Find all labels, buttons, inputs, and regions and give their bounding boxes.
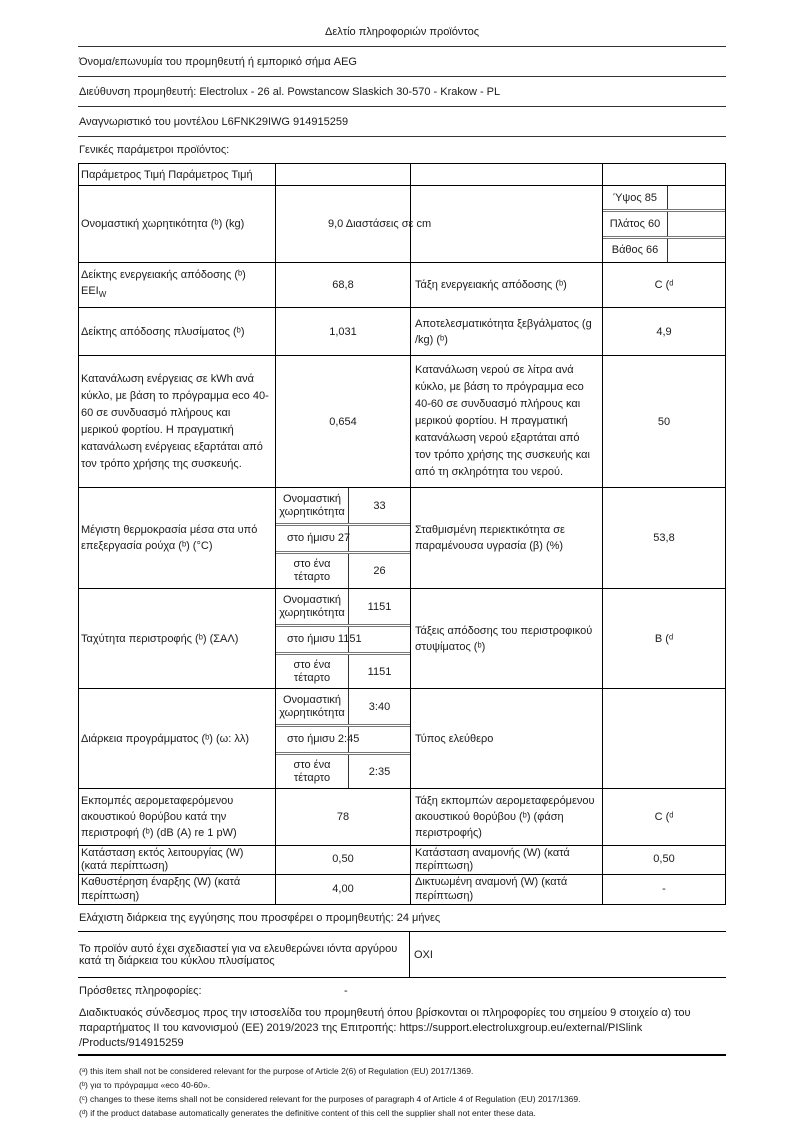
empty-cell bbox=[411, 164, 603, 185]
parameters-table bbox=[78, 163, 726, 905]
empty-cell bbox=[668, 186, 725, 209]
dimension-row-depth bbox=[603, 239, 725, 262]
footnote-divider bbox=[78, 1054, 726, 1056]
programme-duration-row bbox=[79, 689, 725, 789]
subrow-value: 33 bbox=[373, 499, 386, 512]
footnotes bbox=[78, 1065, 726, 1120]
footnote-a: (ᵃ) this item shall not be considered relevant for the purpose of Article 2(6) of Regulation (EU) 2017/1369. bbox=[79, 1066, 474, 1076]
subrow-quarter-load bbox=[276, 655, 410, 688]
noise-class-label: Τάξη εκπομπών αερομεταφερόμενου ακουστικού θορύβου (ᵇ) (φάση περιστροφής) bbox=[411, 789, 603, 845]
spin-speed-row bbox=[79, 589, 725, 689]
washing-index-label: Δείκτης απόδοσης πλυσίματος (ᵇ) bbox=[79, 308, 276, 355]
subrow-label: στο ήμισυ 27 bbox=[276, 526, 349, 551]
subrow-rated-capacity bbox=[276, 689, 410, 727]
networked-standby-label: Δικτυωμένη αναμονή (W) (κατά περίπτωση) bbox=[411, 875, 603, 904]
noise-emission-label: Εκπομπές αερομεταφερόμενου ακουστικού θορύβου κατά την περιστροφή (ᵇ) (dB (A) re 1 pW) bbox=[79, 789, 276, 845]
noise-row bbox=[79, 789, 725, 846]
washing-index-row bbox=[79, 308, 725, 356]
subrow-label: στο ένα τέταρτο bbox=[276, 755, 349, 788]
residual-humidity-value: 53,8 bbox=[653, 532, 675, 544]
subrow-label: Ονομαστική χωρητικότητα bbox=[276, 589, 349, 624]
subrow-value: 3:40 bbox=[368, 700, 391, 713]
eei-label-line1: Δείκτης ενεργειακής απόδοσης (ᵇ) bbox=[81, 269, 246, 281]
water-consumption-value: 50 bbox=[657, 415, 671, 428]
max-temperature-row bbox=[79, 488, 725, 589]
subrow-label: στο ήμισυ 1151 bbox=[276, 627, 349, 652]
standby-value: 0,50 bbox=[653, 853, 675, 866]
subrow-rated-capacity bbox=[276, 589, 410, 627]
subrow-value: 1151 bbox=[367, 600, 392, 613]
noise-emission-value: 78 bbox=[276, 789, 411, 845]
width-label: Πλάτος 60 bbox=[603, 212, 668, 235]
temperature-subtable bbox=[276, 488, 411, 588]
type-label: Τύπος ελεύθερο bbox=[411, 689, 603, 788]
subrow-value: 26 bbox=[373, 565, 386, 577]
warranty-text: Ελάχιστη διάρκεια της εγγύησης που προσφέρει ο προμηθευτής: 24 μήνες bbox=[79, 912, 441, 924]
supplier-address-text: Διεύθυνση προμηθευτή: Electrolux - 26 al. Powstancow Slaskich 30-570 - Krakow - PL bbox=[79, 85, 501, 98]
empty-cell bbox=[276, 164, 411, 185]
washing-index-value: 1,031 bbox=[276, 308, 411, 355]
subrow-half-load bbox=[276, 526, 410, 554]
empty-cell bbox=[411, 186, 603, 262]
rinse-effectiveness-label: Αποτελεσματικότητα ξεβγάλματος (g /kg) (ᵇ) bbox=[411, 308, 603, 355]
footnote-c: (ᶜ) changes to these items shall not be considered relevant for the purposes of paragraph 4 of Article 4 of Regulation (EU) 2017/1369. bbox=[79, 1094, 581, 1104]
height-label: Ύψος 85 bbox=[603, 186, 668, 209]
empty-cell bbox=[668, 239, 725, 262]
subrow-value: 2:35 bbox=[368, 765, 391, 778]
noise-class-value: C (ᵈ bbox=[654, 811, 674, 823]
consumption-row bbox=[79, 356, 725, 488]
eei-label-cell bbox=[79, 263, 276, 307]
subrow-label: στο ήμισυ 2:45 bbox=[276, 727, 349, 752]
spin-class-value: B (ᵈ bbox=[654, 632, 674, 645]
silver-ion-label: Το προϊόν αυτό έχει σχεδιαστεί για να ελευθερώνει ιόντα αργύρου κατά τη διάρκεια του κύκλου πλυσίματος bbox=[78, 932, 410, 977]
additional-info-label: Πρόσθετες πληροφορίες: bbox=[79, 985, 202, 997]
subrow-value bbox=[349, 526, 410, 551]
footnote-d: (ᵈ) if the product database automatically generates the definitive content of this cell the supplier shall not enter these data. bbox=[79, 1108, 536, 1118]
duration-subtable bbox=[276, 689, 411, 788]
off-mode-label: Κατάσταση εκτός λειτουργίας (W) (κατά περίπτωση) bbox=[79, 846, 276, 874]
dimension-row-height bbox=[603, 186, 725, 212]
subrow-label: στο ένα τέταρτο bbox=[276, 554, 349, 588]
standby-label: Κατάσταση αναμονής (W) (κατά περίπτωση) bbox=[411, 846, 603, 874]
energy-consumption-value: 0,654 bbox=[276, 356, 411, 487]
sheet-content bbox=[78, 22, 726, 1121]
table-header-row bbox=[79, 164, 725, 186]
additional-info-row bbox=[78, 978, 726, 1004]
delay-start-row bbox=[79, 875, 725, 904]
subrow-value bbox=[349, 627, 410, 652]
subrow-label: Ονομαστική χωρητικότητα bbox=[276, 488, 349, 523]
supplier-address-row bbox=[78, 77, 726, 107]
spin-class-label: Τάξεις απόδοσης του περιστροφικού στυψίματος (ᵇ) bbox=[411, 589, 603, 688]
silver-ion-value: ΟΧΙ bbox=[414, 948, 433, 961]
capacity-dimensions-row bbox=[79, 186, 725, 263]
subrow-half-load bbox=[276, 627, 410, 655]
empty-cell bbox=[668, 212, 725, 235]
energy-class-value: C (ᵈ bbox=[654, 279, 674, 291]
silver-ion-row bbox=[78, 932, 726, 978]
dimension-row-width bbox=[603, 212, 725, 238]
subrow-quarter-load bbox=[276, 755, 410, 788]
model-identifier-row bbox=[78, 107, 726, 137]
empty-cell bbox=[603, 164, 725, 185]
depth-label: Βάθος 66 bbox=[603, 239, 668, 262]
rinse-effectiveness-value: 4,9 bbox=[656, 325, 672, 338]
capacity-label: Ονομαστική χωρητικότητα (ᵇ) (kg) bbox=[79, 186, 276, 262]
subrow-half-load bbox=[276, 727, 410, 755]
energy-efficiency-row bbox=[79, 263, 725, 308]
capacity-value-dimensions-text: 9,0 Διαστάσεις σε cm bbox=[328, 218, 432, 230]
max-temperature-label: Μέγιστη θερμοκρασία μέσα στα υπό επεξεργασία ρούχα (ᵇ) (°C) bbox=[79, 488, 276, 588]
subrow-quarter-load bbox=[276, 554, 410, 588]
eei-value: 68,8 bbox=[276, 263, 411, 307]
programme-duration-label: Διάρκεια προγράμματος (ᵇ) (ω: λλ) bbox=[79, 689, 276, 788]
supplier-name-row bbox=[78, 47, 726, 77]
table-header-cell: Παράμετρος Τιμή Παράμετρος Τιμή bbox=[79, 164, 276, 185]
energy-class-label: Τάξη ενεργειακής απόδοσης (ᵇ) bbox=[411, 263, 603, 307]
spin-speed-label: Ταχύτητα περιστροφής (ᵇ) (ΣΑΛ) bbox=[79, 589, 276, 688]
subrow-value: 1151 bbox=[367, 665, 392, 678]
additional-info-value: - bbox=[344, 985, 348, 997]
subrow-value bbox=[349, 727, 410, 752]
water-consumption-label: Κατανάλωση νερού σε λίτρα ανά κύκλο, με βάση το πρόγραμμα eco 40-60 σε συνδυασμό πλήρους και μερικού φορτίου. Η πραγματική κατανάλωση νερού εξαρτάται από τον τρόπο χρήσης της συσκευής και από τη σκληρότητα του νερού. bbox=[411, 356, 603, 487]
networked-standby-value: - bbox=[662, 882, 666, 895]
capacity-value-cell bbox=[276, 186, 432, 262]
off-mode-row bbox=[79, 846, 725, 875]
supplier-website-link-text: Διαδικτυακός σύνδεσμος προς την ιστοσελίδα του προμηθευτή όπου βρίσκονται οι πληροφορίες του σημείου 9 στοιχείο α) του παραρτήματος II του κανονισμού (ΕΕ) 2019/2023 της Επιτροπής: https://support.electroluxgroup.eu/external/PISlink /Products/914915259 bbox=[79, 1007, 691, 1049]
warranty-row bbox=[78, 905, 726, 932]
residual-humidity-label: Σταθμισμένη περιεκτικότητα σε παραμένουσα υγρασία (β) (%) bbox=[411, 488, 603, 588]
delay-start-label: Καθυστέρηση έναρξης (W) (κατά περίπτωση) bbox=[79, 875, 276, 904]
page-title: Δελτίο πληροφοριών προϊόντος bbox=[78, 22, 726, 47]
off-mode-value: 0,50 bbox=[276, 846, 411, 874]
type-value bbox=[603, 689, 725, 788]
model-identifier-text: Αναγνωριστικό του μοντέλου L6FNK29IWG 914915259 bbox=[79, 115, 349, 128]
footnote-b: (ᵇ) για το πρόγραμμα «eco 40-60». bbox=[79, 1080, 211, 1090]
subrow-rated-capacity bbox=[276, 488, 410, 526]
eei-label-line2: $EEI_W$ bbox=[81, 285, 107, 299]
subrow-label: στο ένα τέταρτο bbox=[276, 655, 349, 688]
energy-consumption-label: Κατανάλωση ενέργειας σε kWh ανά κύκλο, με βάση το πρόγραμμα eco 40-60 σε συνδυασμό πλήρους και μερικού φορτίου. Η πραγματική κατανάλωση ενέργειας εξαρτάται από τον τρόπο χρήσης της συσκευής. bbox=[79, 356, 276, 487]
subrow-label: Ονομαστική χωρητικότητα bbox=[276, 689, 349, 724]
spin-subtable bbox=[276, 589, 411, 688]
delay-start-value: 4,00 bbox=[276, 875, 411, 904]
general-parameters-label: Γενικές παράμετροι προϊόντος: bbox=[79, 144, 230, 156]
dimensions-subtable bbox=[603, 186, 725, 262]
supplier-name-text: Όνομα/επωνυμία του προμηθευτή ή εμπορικό σήμα AEG bbox=[79, 55, 357, 68]
